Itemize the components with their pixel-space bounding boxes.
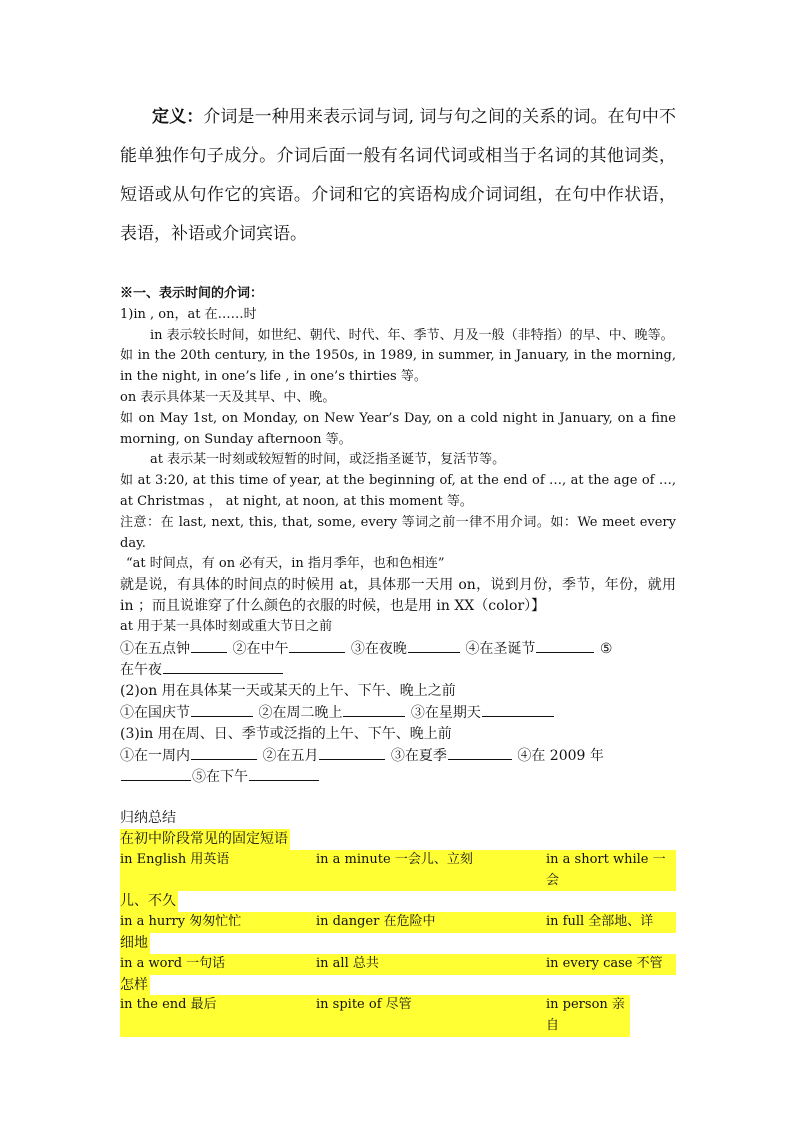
answer-blank[interactable] — [408, 638, 460, 653]
answer-blank[interactable] — [163, 659, 283, 674]
exercise-in-cont — [120, 766, 676, 788]
mnemonic-line: “at 时间点，有 on 必有天，in 指月季年，也和色相连” — [126, 556, 445, 572]
answer-blank[interactable] — [249, 766, 319, 781]
exercise-item: ①在一周内 — [120, 747, 190, 764]
definition-label: 定义： — [152, 107, 204, 127]
rule-at-usage: at 用于某一具体时刻或重大节日之前 — [120, 618, 333, 634]
phrase-continuation: 怎样 — [120, 975, 150, 996]
exercise-item: ⑤ — [599, 640, 613, 657]
exercise-item: ①在国庆节 — [120, 704, 190, 721]
phrase: in person 亲自 — [546, 997, 625, 1034]
exercise-item: ①在五点钟 — [120, 640, 190, 657]
phrase: in a short while 一会 — [546, 851, 666, 888]
phrase: in a hurry 匆匆忙忙 — [120, 914, 242, 930]
phrase-row — [120, 954, 676, 975]
phrase: in full 全部地、详 — [546, 914, 654, 930]
rule-at: at 表示某一时刻或较短暂的时间，或泛指圣诞节，复活节等。 — [150, 452, 506, 468]
phrase-row — [120, 912, 676, 933]
section-time-prepositions — [120, 284, 676, 1037]
exercise-item: ③在星期天 — [410, 704, 481, 721]
definition-text: 介词是一种用来表示词与词, 词与句之间的关系的词。在句中不能单独作句子成分。介词后面一般有名词代词或相当于名词的其他词类，短语或从句作它的宾语。介词和它的宾语构成介词词组，在句中作状语，表语，补语或介词宾语。 — [120, 107, 677, 244]
phrase: in spite of 尽管 — [316, 997, 412, 1013]
rule-in-usage: (3)in 用在周、日、季节或泛指的上午、下午、晚上前 — [120, 725, 452, 742]
rule-on-usage: (2)on 用在具体某一天或某天的上午、下午、晚上之前 — [120, 683, 456, 700]
answer-blank[interactable] — [448, 745, 512, 760]
example-at: 如 at 3:20, at this time of year, at the beginning of, at the end of …, at the age of …, at Christmas ， at night, at noon, at this moment 等。 — [120, 473, 676, 509]
section-title: ※一、表示时间的介词： — [120, 286, 264, 301]
phrase-continuation: 儿、不久 — [120, 891, 178, 912]
answer-blank[interactable] — [191, 638, 227, 653]
exercise-item: ③在夏季 — [390, 747, 447, 764]
rule-line: 1)in , on，at 在……时 — [120, 306, 257, 322]
answer-blank[interactable] — [191, 745, 257, 760]
answer-blank[interactable] — [289, 638, 345, 653]
exercise-item: ②在五月 — [262, 747, 319, 764]
phrase: in a word 一句话 — [120, 955, 226, 971]
phrase: in all 总共 — [316, 955, 379, 971]
answer-blank[interactable] — [319, 745, 385, 760]
exercise-item: ③在夜晚 — [350, 640, 407, 657]
phrase-continuation: 细地 — [120, 933, 150, 954]
exercise-item: ②在周二晚上 — [258, 704, 343, 721]
phrase-row — [120, 995, 630, 1037]
note-line: 注意：在 last, next, this, that, some, every 等词之前一律不用介词。如：We meet every day. — [120, 514, 676, 551]
exercise-in — [120, 745, 676, 767]
rule-on: on 表示具体某一天及其早、中、晚。 — [120, 389, 336, 405]
exercise-on — [120, 702, 676, 724]
exercise-item: ⑤在下午 — [192, 769, 248, 786]
exercise-item: 在午夜 — [120, 662, 162, 679]
answer-blank[interactable] — [343, 702, 405, 717]
answer-blank[interactable] — [121, 766, 191, 781]
rule-in: in 表示较长时间，如世纪、朝代、时代、年、季节、月及一般（非特指）的早、中、晚等。 — [150, 327, 674, 343]
summary-subtitle: 在初中阶段常见的固定短语 — [120, 829, 290, 850]
example-in: 如 in the 20th century, in the 1950s, in 1989, in summer, in January, in the morning, in the night, in one’s life , in one’s thirties 等。 — [120, 348, 676, 385]
answer-blank[interactable] — [482, 702, 554, 717]
answer-blank[interactable] — [536, 638, 594, 653]
phrase: in every case 不管 — [546, 955, 663, 971]
exercise-at-cont — [120, 659, 676, 681]
exercise-at — [120, 638, 676, 660]
phrase: in a minute 一会儿、立刻 — [316, 851, 473, 867]
phrase: in English 用英语 — [120, 851, 230, 867]
explanation-line: 就是说，有具体的时间点的时候用 at，具体那一天用 on，说到月份，季节，年份，就用 in ；而且说谁穿了什么颜色的衣服的时候，也是用 in XX（color）】 — [120, 577, 676, 614]
phrase-row — [120, 850, 676, 892]
phrase: in the end 最后 — [120, 997, 217, 1013]
exercise-item: ②在中午 — [232, 640, 289, 657]
phrase: in danger 在危险中 — [316, 914, 436, 930]
exercise-item: ④在 2009 年 — [517, 747, 604, 764]
definition-paragraph — [120, 98, 676, 254]
answer-blank[interactable] — [191, 702, 253, 717]
summary-title: 归纳总结 — [120, 810, 176, 827]
example-on: 如 on May 1st, on Monday, on New Year’s Day, on a cold night in January, on a fine morning, on Sunday afternoon 等。 — [120, 410, 676, 447]
exercise-item: ④在圣诞节 — [465, 640, 536, 657]
